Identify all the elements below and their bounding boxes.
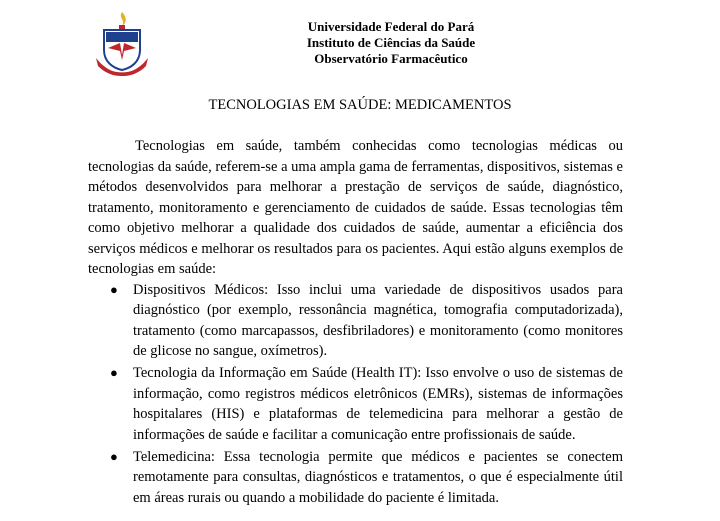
list-item bbox=[88, 447, 623, 509]
list-item bbox=[88, 280, 623, 362]
bullet-icon: ● bbox=[110, 448, 118, 464]
list-item-text: Dispositivos Médicos: Isso inclui uma variedade de dispositivos usados para diagnóstico (por exemplo, ressonância magnética, tomografia computadorizada), tratamento (como marcapassos, desfibriladores) e monitoramento (como monitores de glicose no sangue, oxímetros). bbox=[133, 281, 623, 359]
university-crest-icon bbox=[94, 10, 150, 78]
document-body bbox=[88, 136, 623, 510]
list-item-text: Tecnologia da Informação em Saúde (Health IT): Isso envolve o uso de sistemas de informação, como registros médicos eletrônicos (EMRs), sistemas de informações hospitalares (HIS) e plataformas de telemedicina para melhorar a gestão de informações de saúde e facilitar a comunicação entre profissionais de saúde. bbox=[133, 365, 623, 443]
list-item-text: Telemedicina: Essa tecnologia permite que médicos e pacientes se conectem remotamente para consultas, diagnósticos e tratamentos, o que é especialmente útil em áreas rurais ou quando a mobilidade do paciente é limitada. bbox=[133, 448, 623, 506]
university-name: Universidade Federal do Pará bbox=[307, 19, 475, 34]
examples-list bbox=[88, 280, 623, 509]
bullet-icon: ● bbox=[110, 365, 118, 380]
institution-header bbox=[250, 19, 532, 67]
intro-paragraph: Tecnologias em saúde, também conhecidas como tecnologias médicas ou tecnologias da saúde, referem-se a uma ampla gama de ferramentas, dispositivos, sistemas e métodos desenvolvidos para melhorar a prestação de serviços de saúde, diagnóstico, tratamento, monitoramento e gerenciamento de cuidados de saúde. Essas tecnologias têm como objetivo melhorar a qualidade dos cuidados de saúde, aumentar a eficiência dos serviços médicos e melhorar os resultados para os pacientes. Aqui estão alguns exemplos de tecnologias em saúde: bbox=[88, 138, 623, 277]
list-item bbox=[88, 363, 623, 445]
bullet-icon: ● bbox=[110, 281, 118, 297]
institute-name: Instituto de Ciências da Saúde bbox=[306, 35, 476, 50]
document-title: TECNOLOGIAS EM SAÚDE: MEDICAMENTOS bbox=[208, 97, 512, 113]
observatory-name: Observatório Farmacêutico bbox=[314, 51, 468, 66]
